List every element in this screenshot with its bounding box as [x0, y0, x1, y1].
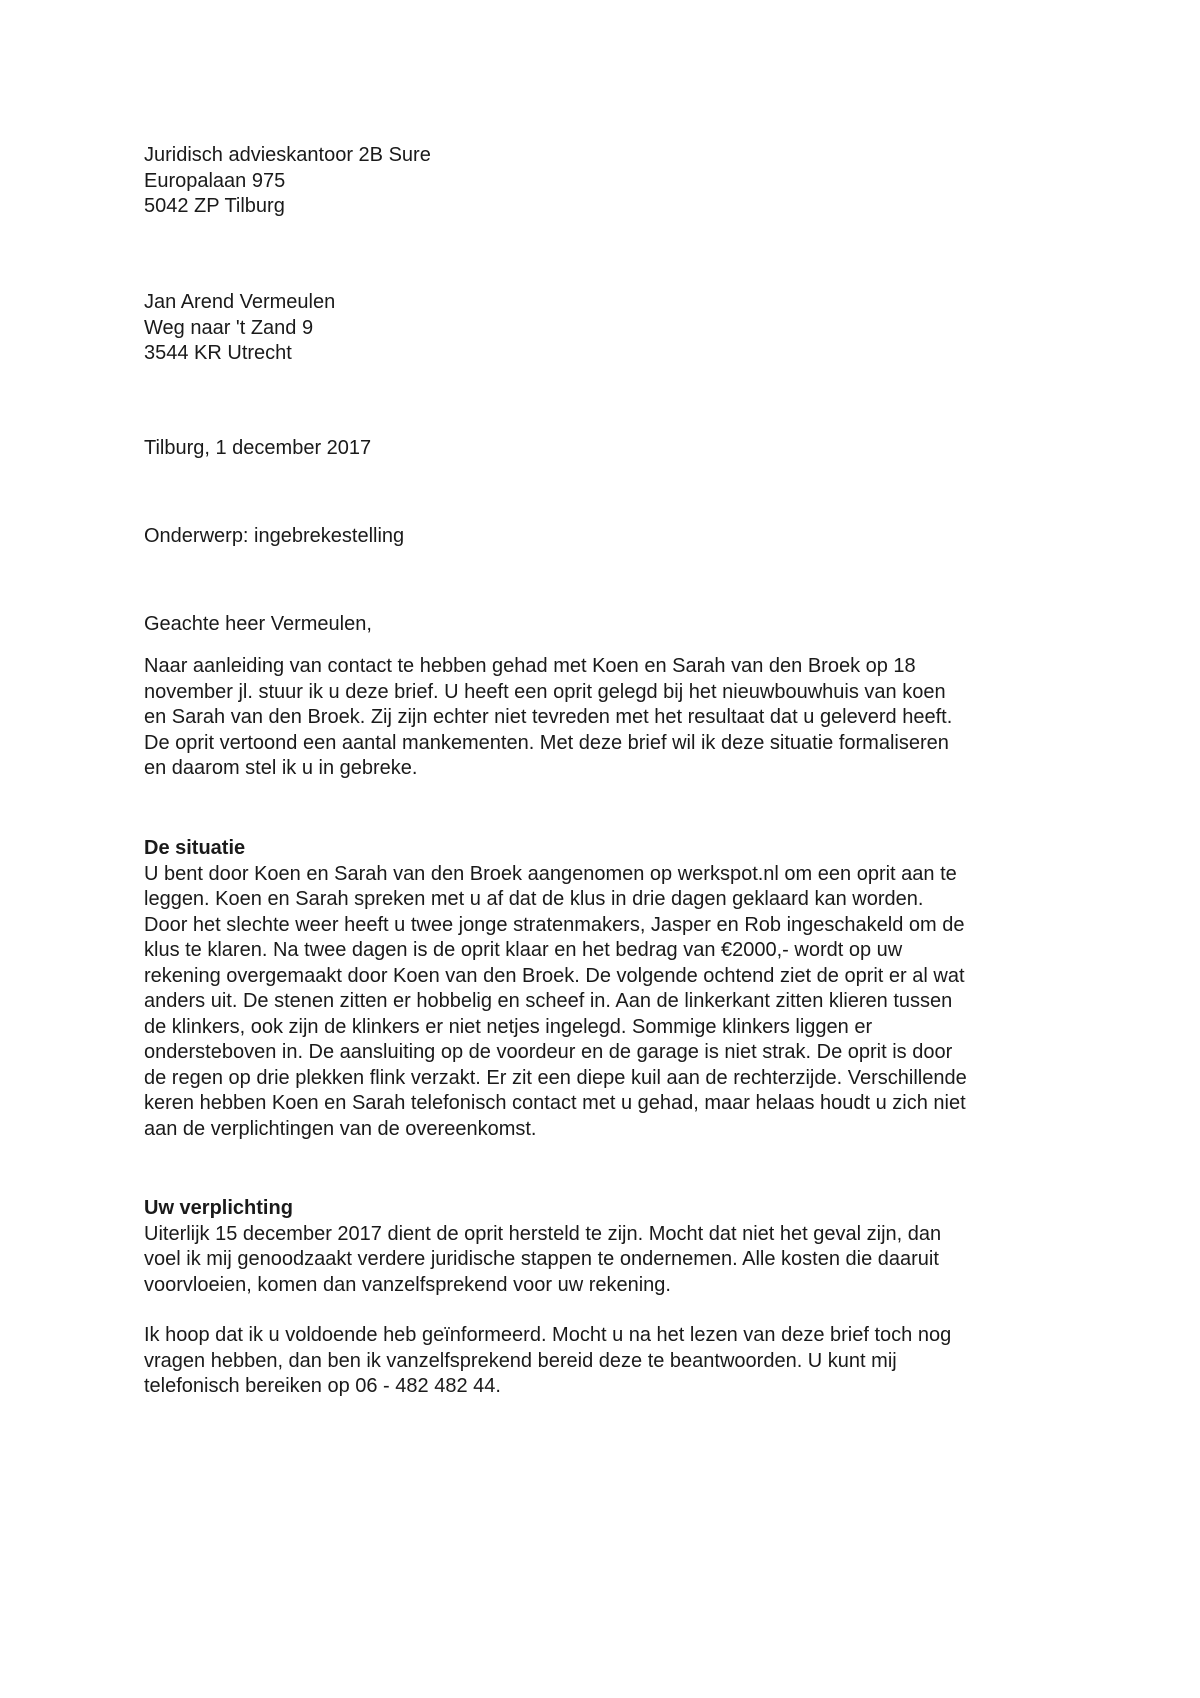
obligation-heading: Uw verplichting — [144, 1197, 293, 1219]
situation-line: klus te klaren. Na twee dagen is de oprit klaar en het bedrag van €2000,- wordt op uw — [144, 939, 903, 961]
closing-line: Ik hoop dat ik u voldoende heb geïnformeerd. Mocht u na het lezen van deze brief toch nog — [144, 1324, 952, 1346]
sender-city: 5042 ZP Tilburg — [144, 195, 285, 217]
sender-address — [144, 143, 1084, 220]
intro-line: Naar aanleiding van contact te hebben gehad met Koen en Sarah van den Broek op 18 — [144, 655, 916, 677]
obligation-line: voorvloeien, komen dan vanzelfsprekend voor uw rekening. — [144, 1273, 671, 1296]
obligation-line: voel ik mij genoodzaakt verdere juridische stappen te ondernemen. Alle kosten die daaruit — [144, 1248, 939, 1270]
subject-line: Onderwerp: ingebrekestelling — [144, 525, 405, 547]
letter-salutation — [144, 612, 1084, 638]
intro-paragraph — [144, 654, 1084, 782]
salutation-line: Geachte heer Vermeulen, — [144, 613, 372, 635]
situation-line: de klinkers, ook zijn de klinkers er niet netjes ingelegd. Sommige klinkers liggen er — [144, 1015, 873, 1038]
situation-section — [144, 836, 1084, 1142]
situation-line: ondersteboven in. De aansluiting op de voordeur en de garage is niet strak. De oprit is door — [144, 1041, 953, 1063]
situation-line: keren hebben Koen en Sarah telefonisch contact met u gehad, maar helaas houdt u zich niet — [144, 1092, 966, 1114]
letter-date — [144, 436, 1084, 462]
situation-line: leggen. Koen en Sarah spreken met u af dat de klus in drie dagen geklaard kan worden. — [144, 888, 924, 910]
situation-line: U bent door Koen en Sarah van den Broek aangenomen op werkspot.nl om een oprit aan te — [144, 862, 957, 885]
situation-line: rekening overgemaakt door Koen van den Broek. De volgende ochtend ziet de oprit er al wat — [144, 964, 965, 987]
intro-line: De oprit vertoond een aantal mankementen. Met deze brief wil ik deze situatie formaliseren — [144, 731, 949, 754]
obligation-section — [144, 1196, 1084, 1298]
recipient-street: Weg naar 't Zand 9 — [144, 316, 314, 339]
situation-line: anders uit. De stenen zitten er hobbelig en scheef in. Aan de linkerkant zitten klieren tussen — [144, 990, 953, 1012]
date-line: Tilburg, 1 december 2017 — [144, 437, 372, 459]
letter-subject — [144, 524, 1084, 550]
intro-line: november jl. stuur ik u deze brief. U heeft een oprit gelegd bij het nieuwbouwhuis van koen — [144, 680, 946, 703]
sender-name: Juridisch advieskantoor 2B Sure — [144, 144, 431, 166]
intro-line: en Sarah van den Broek. Zij zijn echter niet tevreden met het resultaat dat u geleverd heeft. — [144, 706, 953, 728]
intro-line: en daarom stel ik u in gebreke. — [144, 757, 418, 779]
closing-paragraph — [144, 1323, 1084, 1400]
obligation-line: Uiterlijk 15 december 2017 dient de oprit hersteld te zijn. Mocht dat niet het geval zijn, dan — [144, 1222, 942, 1245]
situation-heading: De situatie — [144, 837, 246, 859]
closing-line: vragen hebben, dan ben ik vanzelfsprekend bereid deze te beantwoorden. U kunt mij — [144, 1349, 897, 1372]
situation-line: Door het slechte weer heeft u twee jonge stratenmakers, Jasper en Rob ingeschakeld om de — [144, 913, 965, 936]
situation-line: de regen op drie plekken flink verzakt. Er zit een diepe kuil aan de rechterzijde. Verschillende — [144, 1066, 967, 1089]
recipient-address — [144, 290, 1084, 367]
sender-street: Europalaan 975 — [144, 169, 286, 192]
recipient-city: 3544 KR Utrecht — [144, 342, 292, 364]
closing-line: telefonisch bereiken op 06 - 482 482 44. — [144, 1375, 501, 1397]
situation-line: aan de verplichtingen van de overeenkomst. — [144, 1117, 537, 1140]
recipient-name: Jan Arend Vermeulen — [144, 291, 336, 313]
